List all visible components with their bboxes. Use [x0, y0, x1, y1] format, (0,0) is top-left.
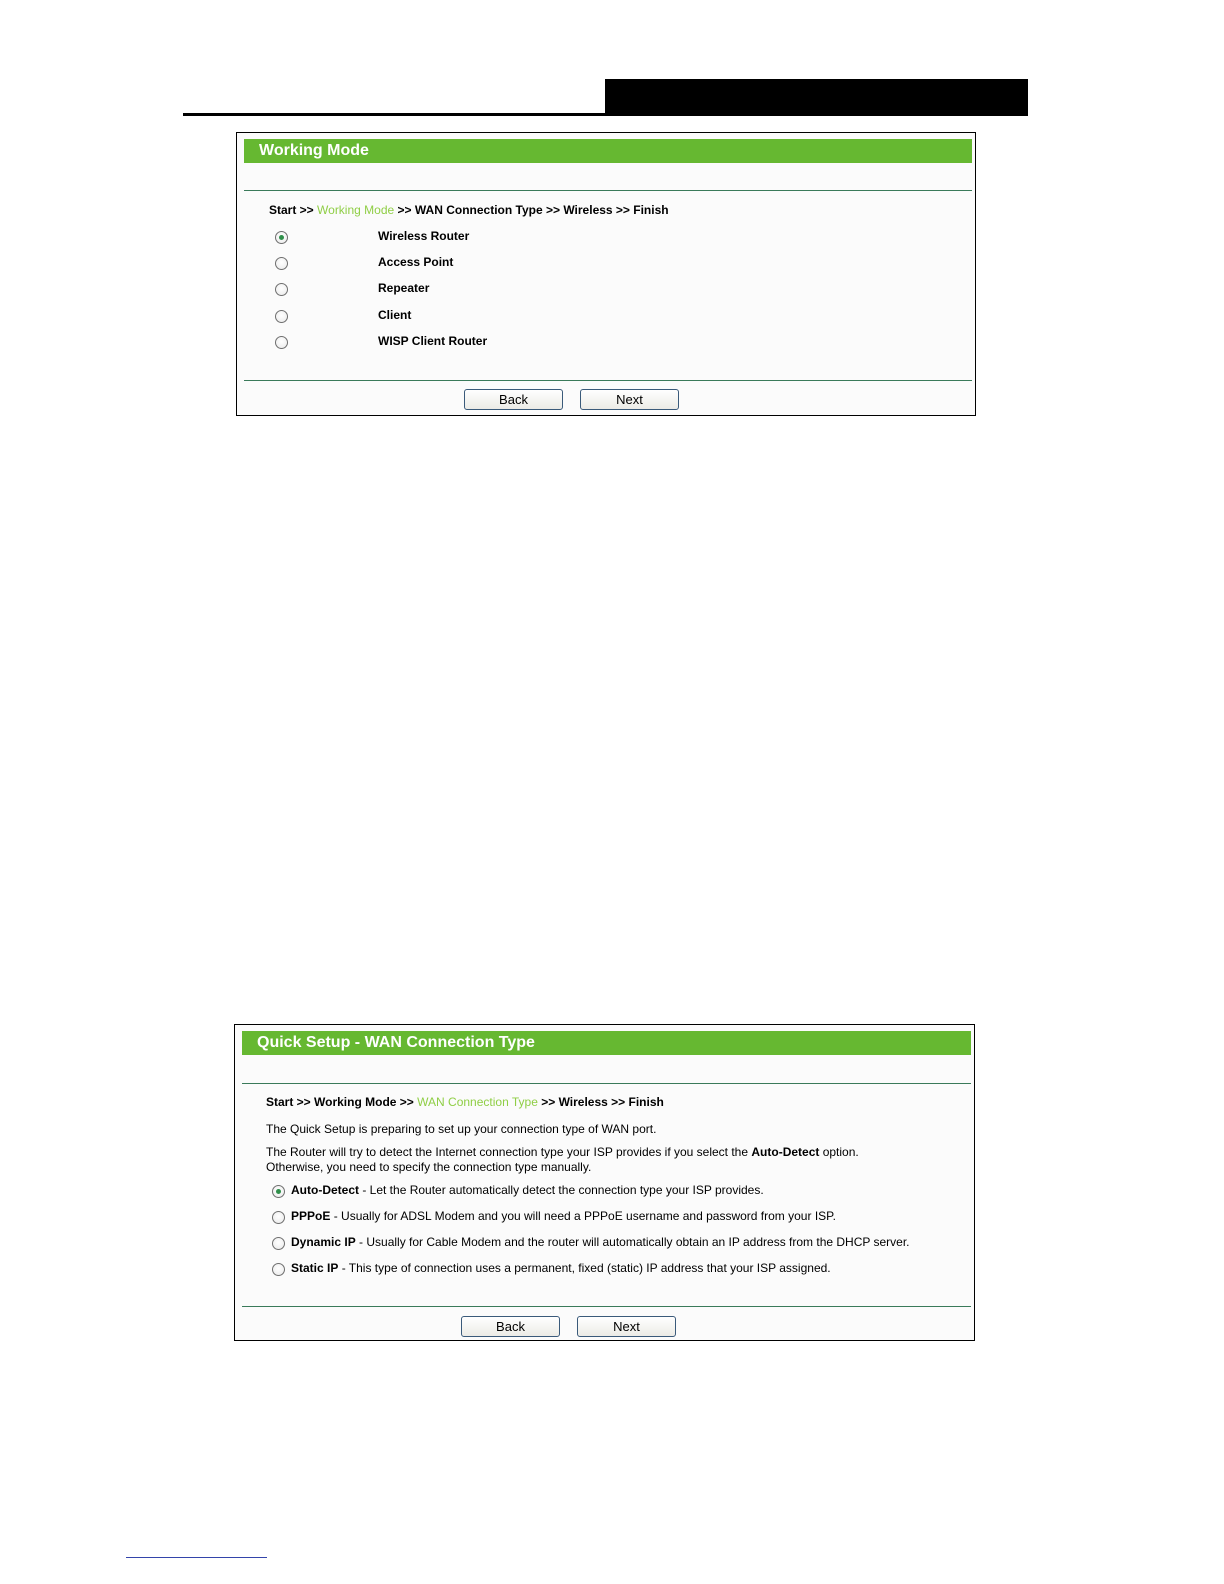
detect-text [266, 1145, 859, 1160]
back-button[interactable]: Back [464, 389, 563, 410]
panel-title: Quick Setup - WAN Connection Type [242, 1031, 971, 1055]
radio-pppoe[interactable] [272, 1211, 285, 1224]
working-mode-panel [236, 132, 976, 416]
panel-title: Working Mode [244, 139, 972, 163]
manual-text: Otherwise, you need to specify the connection type manually. [266, 1160, 592, 1174]
detect-text-bold: Auto-Detect [751, 1145, 820, 1159]
option-desc: - Usually for Cable Modem and the router will automatically obtain an IP address from the DHCP server. [355, 1235, 910, 1249]
radio-dynamic-ip[interactable] [272, 1237, 285, 1250]
option-label-access-point: Access Point [378, 255, 454, 269]
option-pppoe [291, 1209, 836, 1223]
radio-repeater[interactable] [275, 283, 288, 296]
back-button[interactable]: Back [461, 1316, 560, 1337]
bottom-divider [242, 1306, 971, 1307]
breadcrumb [269, 203, 669, 217]
radio-static-ip[interactable] [272, 1263, 285, 1276]
detect-text-after: option. [819, 1145, 859, 1159]
breadcrumb-rest: >> WAN Connection Type >> Wireless >> Finish [394, 203, 669, 217]
option-name: Dynamic IP [291, 1235, 356, 1249]
breadcrumb-start: Start >> [269, 203, 318, 217]
breadcrumb-start: Start >> Working Mode >> [266, 1095, 418, 1109]
radio-access-point[interactable] [275, 257, 288, 270]
option-desc: - This type of connection uses a permanent, fixed (static) IP address that your ISP assigned. [338, 1261, 831, 1275]
breadcrumb [266, 1095, 664, 1109]
intro-text: The Quick Setup is preparing to set up your connection type of WAN port. [266, 1122, 657, 1136]
option-auto-detect [291, 1183, 764, 1197]
option-static-ip [291, 1261, 831, 1275]
radio-auto-detect[interactable] [272, 1185, 285, 1198]
top-divider [242, 1083, 971, 1084]
breadcrumb-current: Working Mode [317, 203, 395, 217]
option-label-repeater: Repeater [378, 281, 430, 295]
wan-connection-panel [234, 1024, 975, 1341]
document-footer-rule [126, 1557, 267, 1558]
top-divider [244, 190, 972, 191]
panel-background [237, 133, 975, 415]
option-dynamic-ip [291, 1235, 910, 1249]
option-name: Static IP [291, 1261, 339, 1275]
bottom-divider [244, 380, 972, 381]
document-header-rule [183, 113, 1028, 116]
radio-wireless-router[interactable] [275, 231, 288, 244]
radio-wisp-client-router[interactable] [275, 336, 288, 349]
option-label-wisp-client-router: WISP Client Router [378, 334, 488, 348]
option-label-wireless-router: Wireless Router [378, 229, 470, 243]
option-name: PPPoE [291, 1209, 331, 1223]
option-name: Auto-Detect [291, 1183, 359, 1197]
option-desc: - Usually for ADSL Modem and you will need a PPPoE username and password from your ISP. [330, 1209, 836, 1223]
option-desc: - Let the Router automatically detect the connection type your ISP provides. [359, 1183, 764, 1197]
breadcrumb-current: WAN Connection Type [417, 1095, 538, 1109]
detect-text-before: The Router will try to detect the Internet connection type your ISP provides if you select the [266, 1145, 752, 1159]
next-button[interactable]: Next [580, 389, 679, 410]
document-header-box [605, 79, 1028, 116]
radio-client[interactable] [275, 310, 288, 323]
next-button[interactable]: Next [577, 1316, 676, 1337]
option-label-client: Client [378, 308, 412, 322]
breadcrumb-rest: >> Wireless >> Finish [537, 1095, 664, 1109]
